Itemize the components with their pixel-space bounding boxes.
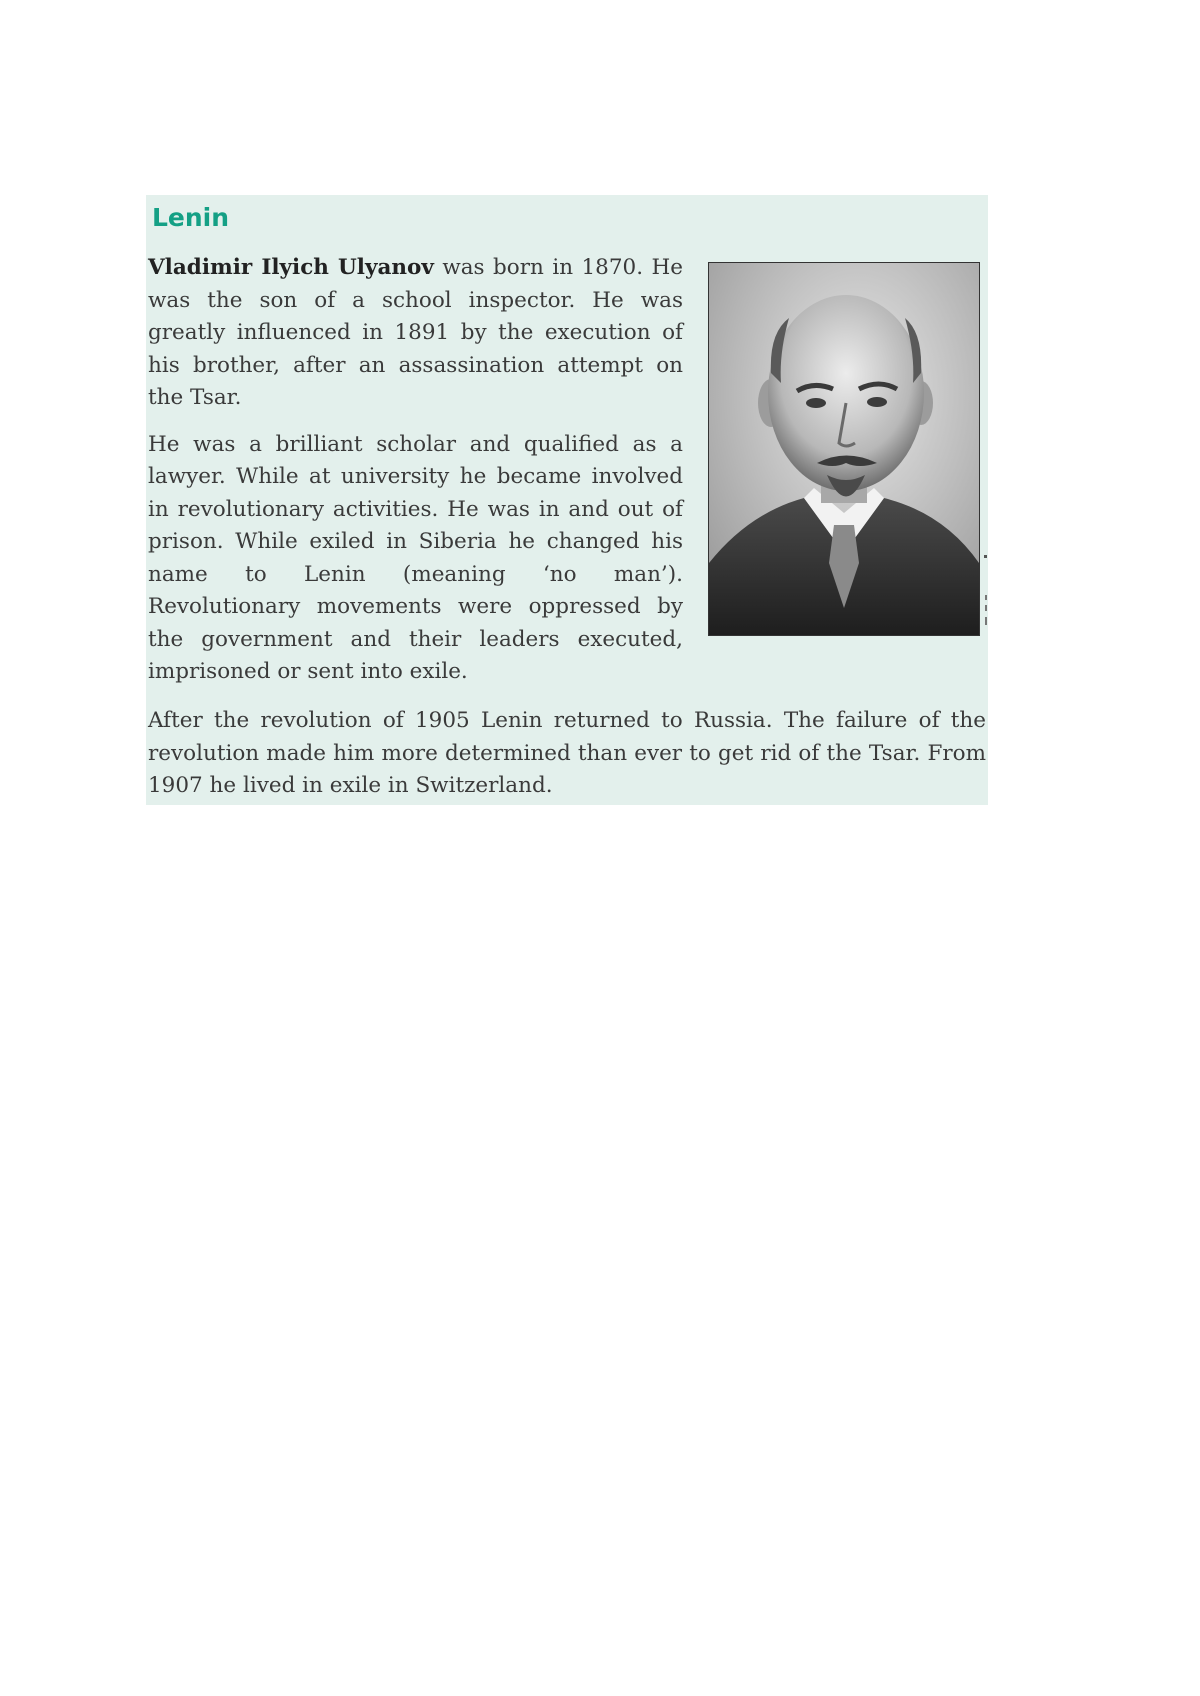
box-heading: Lenin — [152, 203, 230, 232]
paragraph-birth — [148, 252, 683, 415]
lenin-info-box — [146, 195, 988, 805]
text-column — [148, 252, 683, 703]
edge-marks — [984, 555, 988, 635]
full-name: Vladimir Ilyich Ulyanov — [148, 255, 434, 280]
paragraph-birth-text: was born in 1870. He was the son of a school inspector. He was greatly influenced in 1891 by the execution of his brother, after an assassination attempt on the Tsar. — [148, 255, 683, 410]
paragraph-exile: After the revolution of 1905 Lenin returned to Russia. The failure of the revolution made him more determined than ever to get rid of the Tsar. From 1907 he lived in exile in Switzerland. — [148, 708, 986, 798]
portrait-photo — [708, 262, 980, 636]
paragraph-career: He was a brilliant scholar and qualified as a lawyer. While at university he became involved in revolutionary activities. He was in and out of prison. While exiled in Siberia he changed his name to Lenin (meaning ‘no man’). Revolutionary movements were oppressed by the government and their leaders executed, imprisoned or sent into exile. — [148, 431, 683, 684]
